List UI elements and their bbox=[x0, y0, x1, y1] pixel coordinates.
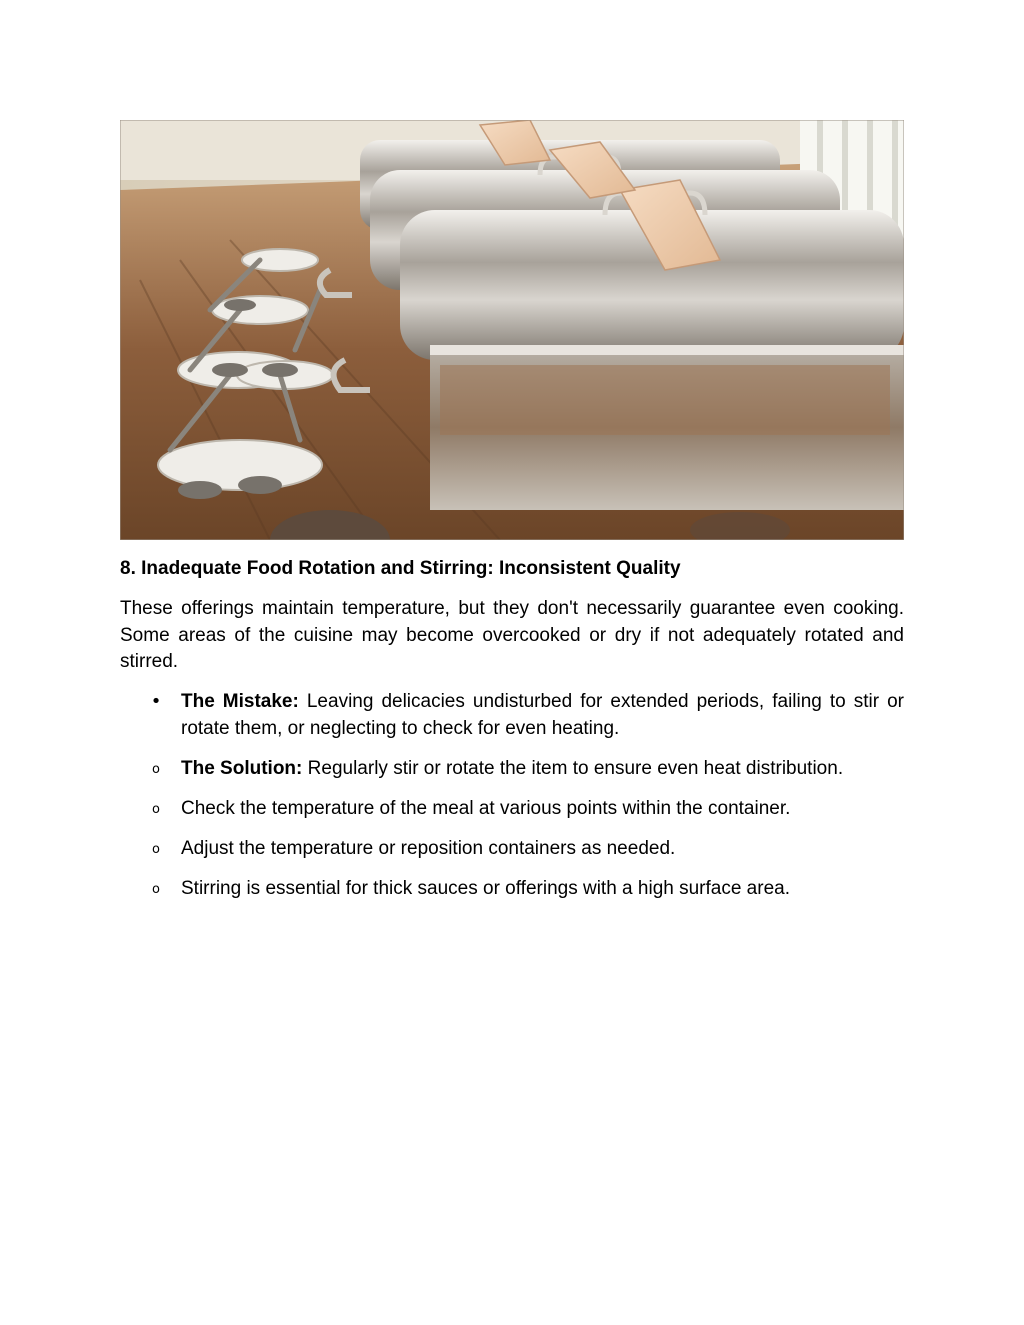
list-item-text: Check the temperature of the meal at various points within the container. bbox=[181, 797, 791, 819]
list-item bbox=[120, 836, 904, 863]
section-heading: 8. Inadequate Food Rotation and Stirring: Inconsistent Quality bbox=[120, 558, 681, 579]
bullet-icon: • bbox=[150, 691, 162, 712]
tips-list bbox=[120, 689, 904, 916]
mistake-text: Leaving delicacies undisturbed for extended periods, failing to stir or rotate them, or neglecting to check for even heating. bbox=[181, 691, 905, 739]
list-item-text: Stirring is essential for thick sauces or offerings with a high surface area. bbox=[181, 877, 790, 899]
list-item bbox=[120, 876, 904, 903]
circle-bullet-icon: o bbox=[152, 881, 160, 897]
intro-paragraph: These offerings maintain temperature, but they don't necessarily guarantee even cooking. Some areas of the cuisine may become overcooked or dry if not adequately rotated and stirred. bbox=[120, 598, 904, 672]
circle-bullet-icon: o bbox=[152, 761, 160, 777]
chafing-dishes-photo bbox=[120, 120, 904, 540]
circle-bullet-icon: o bbox=[152, 801, 160, 817]
list-item-mistake bbox=[120, 689, 904, 742]
solution-text: Regularly stir or rotate the item to ensure even heat distribution. bbox=[302, 757, 844, 779]
solution-label: The Solution: bbox=[181, 757, 303, 779]
mistake-label: The Mistake: bbox=[181, 691, 299, 712]
list-item bbox=[120, 796, 904, 823]
circle-bullet-icon: o bbox=[152, 841, 160, 857]
list-item-text: Adjust the temperature or reposition containers as needed. bbox=[181, 837, 676, 859]
list-item-solution bbox=[120, 756, 904, 783]
